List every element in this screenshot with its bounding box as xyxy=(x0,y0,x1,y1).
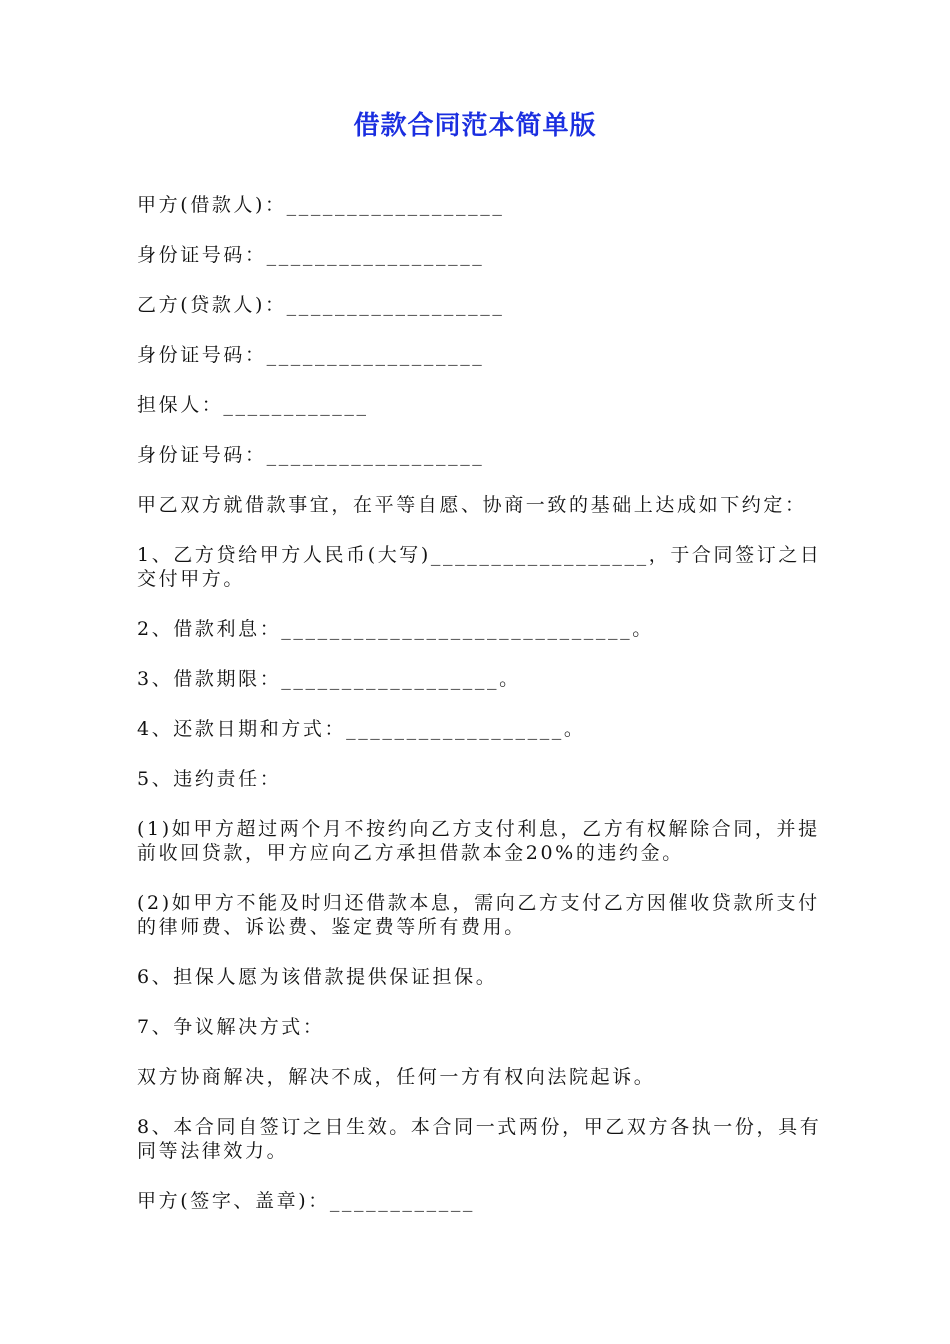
guarantor-id-line: 身份证号码：__________________ xyxy=(137,444,485,466)
party-b-id-line: 身份证号码：__________________ xyxy=(137,344,485,366)
agreement-intro: 甲乙双方就借款事宜，在平等自愿、协商一致的基础上达成如下约定： xyxy=(137,494,807,516)
clause-7-dispute-heading: 7、争议解决方式： xyxy=(137,1016,325,1038)
clause-4-repayment: 4、还款日期和方式：__________________。 xyxy=(137,718,586,740)
clause-6-guarantee: 6、担保人愿为该借款提供保证担保。 xyxy=(137,966,498,988)
clause-7-dispute-text: 双方协商解决，解决不成，任何一方有权向法院起诉。 xyxy=(137,1066,656,1088)
party-a-id-line: 身份证号码：__________________ xyxy=(137,244,485,266)
clause-2-interest: 2、借款利息：_____________________________。 xyxy=(137,618,654,640)
clause-8-effectiveness: 8、本合同自签订之日生效。本合同一式两份，甲乙双方各执一份，具有同等法律效力。 xyxy=(137,1116,822,1162)
party-a-signature-line: 甲方(签字、盖章)：____________ xyxy=(137,1190,476,1212)
clause-5-item-1: (1)如甲方超过两个月不按约向乙方支付利息，乙方有权解除合同，并提前收回贷款，甲方应向乙方承担借款本金20%的违约金。 xyxy=(137,818,820,864)
guarantor-line: 担保人：____________ xyxy=(137,394,369,416)
clause-1-loan-amount: 1、乙方贷给甲方人民币(大写)__________________，于合同签订之日交付甲方。 xyxy=(137,544,822,590)
clause-5-item-2: (2)如甲方不能及时归还借款本息，需向乙方支付乙方因催收贷款所支付的律师费、诉讼费、鉴定费等所有费用。 xyxy=(137,892,820,938)
clause-5-liability-heading: 5、违约责任： xyxy=(137,768,282,790)
contract-body xyxy=(137,193,827,1239)
clause-3-term: 3、借款期限：__________________。 xyxy=(137,668,521,690)
party-b-lender-line: 乙方(贷款人)：__________________ xyxy=(137,294,505,316)
party-a-borrower-line: 甲方(借款人)：__________________ xyxy=(137,194,505,216)
page-title: 借款合同范本简单版 xyxy=(353,111,597,141)
